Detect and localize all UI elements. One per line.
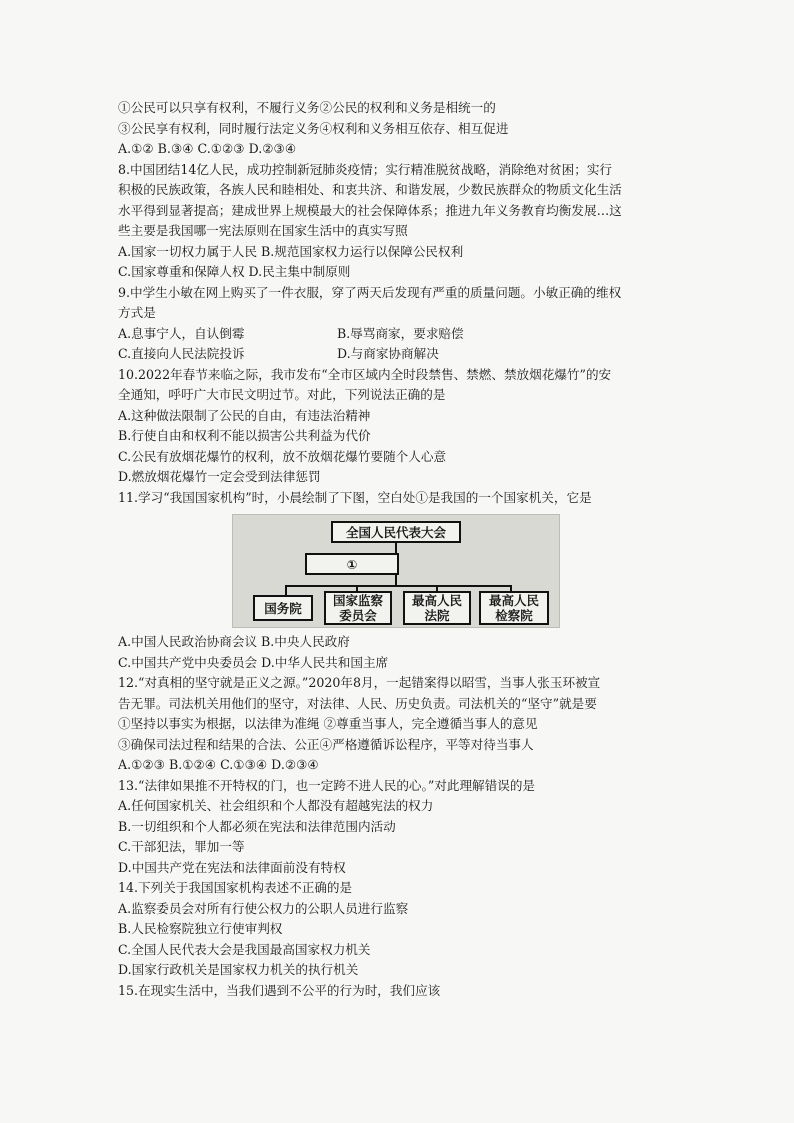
text-line: 9.中学生小敏在网上购买了一件衣服，穿了两天后发现有严重的质量问题。小敏正确的维权 (118, 284, 622, 300)
text-line: ③公民享有权利，同时履行法定义务④权利和义务相互依存、相互促进 (118, 120, 509, 136)
questions-11-15 (118, 632, 678, 1001)
text-line: A.①② B.③④ C.①②③ D.②③④ (118, 141, 297, 156)
text-line: B.一切组织和个人都必须在宪法和法律范围内活动 (118, 818, 396, 834)
text-line: 些主要是我国哪一宪法原则在国家生活中的真实写照 (118, 223, 408, 238)
text-line: 全通知，呼吁广大市民文明过节。对此，下列说法正确的是 (118, 387, 446, 402)
text-line: C.中国共产党中央委员会 D.中华人民共和国主席 (118, 654, 389, 670)
connector-line (285, 585, 511, 587)
connector-line (395, 543, 397, 553)
text-line: 告无罪。司法机关用他们的坚守，对法律、人民、历史负责。司法机关的“坚守”就是要 (118, 695, 597, 711)
connector-line (285, 585, 287, 595)
text-line: C.国家尊重和保障人权 D.民主集中制原则 (118, 264, 351, 279)
text-line: C.公民有放烟花爆竹的权利，放不放烟花爆竹要随个人心意 (118, 448, 447, 464)
q9-options (118, 324, 678, 365)
text-line: B.行使自由和权利不能以损害公共利益为代价 (118, 428, 371, 443)
text-line: 10.2022年春节来临之际，我市发布“全市区域内全时段禁售、禁燃、禁放烟花爆竹”的安 (118, 366, 612, 382)
exam-page (118, 98, 678, 1001)
questions-7-9 (118, 98, 678, 324)
supreme-court-box: 最高人民 法院 (403, 591, 471, 625)
text-line: 8.中国团结14亿人民，成功控制新冠肺炎疫情；实行精准脱贫战略，消除绝对贫困；实行 (118, 161, 613, 177)
text-line: 方式是 (118, 305, 156, 320)
q9-option-a: A.息事宁人，自认倒霉 (118, 325, 245, 341)
supervisory-commission-box: 国家监察 委员会 (324, 591, 392, 625)
text-line: D.燃放烟花爆竹一定会受到法律惩罚 (118, 469, 321, 484)
supreme-procuratorate-box: 最高人民 检察院 (479, 591, 549, 625)
state-council-box: 国务院 (253, 595, 313, 621)
text-line: A.①②③ B.①②④ C.①③④ D.②③④ (118, 757, 319, 772)
text-line: C.全国人民代表大会是我国最高国家权力机关 (118, 941, 371, 957)
text-line: B.人民检察院独立行使审判权 (118, 921, 283, 936)
q9-option-b: B.辱骂商家，要求赔偿 (337, 325, 464, 341)
q9-option-row (118, 324, 678, 345)
q9-option-c: C.直接向人民法院投诉 (118, 346, 245, 361)
text-line: 14.下列关于我国国家机构表述不正确的是 (118, 880, 353, 895)
text-line: ①公民可以只享有权利，不履行义务②公民的权利和义务是相统一的 (118, 100, 496, 115)
q9-option-d: D.与商家协商解决 (337, 346, 439, 361)
text-line: A.这种做法限制了公民的自由，有违法治精神 (118, 407, 371, 423)
text-line: 13.“法律如果推不开特权的门，也一定跨不进人民的心。”对此理解错误的是 (118, 777, 536, 793)
npc-box: 全国人民代表大会 (331, 521, 461, 543)
text-line: A.任何国家机关、社会组织和个人都没有超越宪法的权力 (118, 798, 434, 813)
text-line: A.监察委员会对所有行使公权力的公职人员进行监察 (118, 900, 409, 916)
text-line: D.中国共产党在宪法和法律面前没有特权 (118, 859, 346, 875)
text-line: 积极的民族政策，各族人民和睦相处、和衷共济、和谐发展，少数民族群众的物质文化生活 (118, 182, 622, 197)
text-line: ①坚持以事实为根据，以法律为准绳 ②尊重当事人，完全遵循当事人的意见 (118, 716, 538, 731)
text-line: 水平得到显著提高；建成世界上规模最大的社会保障体系；推进九年义务教育均衡发展…这 (118, 202, 622, 218)
state-organs-diagram (232, 514, 560, 628)
blank-box: ① (305, 553, 399, 575)
text-line: A.中国人民政治协商会议 B.中央人民政府 (118, 634, 350, 649)
connector-line (395, 575, 397, 585)
q9-option-row (118, 344, 678, 365)
text-line: 15.在现实生活中，当我们遇到不公平的行为时，我们应该 (118, 982, 441, 998)
text-line: D.国家行政机关是国家权力机关的执行机关 (118, 962, 359, 977)
text-line: 12.“对真相的坚守就是正义之源。”2020年8月，一起错案得以昭雪，当事人张玉环被宣 (118, 675, 601, 690)
text-line: C.干部犯法，罪加一等 (118, 839, 245, 854)
text-line: A.国家一切权力属于人民 B.规范国家权力运行以保障公民权利 (118, 243, 464, 259)
questions-10-11 (118, 365, 678, 509)
text-line: ③确保司法过程和结果的合法、公正④严格遵循诉讼程序，平等对待当事人 (118, 736, 534, 752)
text-line: 11.学习“我国国家机构”时，小晨绘制了下图，空白处①是我国的一个国家机关，它是 (118, 489, 592, 505)
